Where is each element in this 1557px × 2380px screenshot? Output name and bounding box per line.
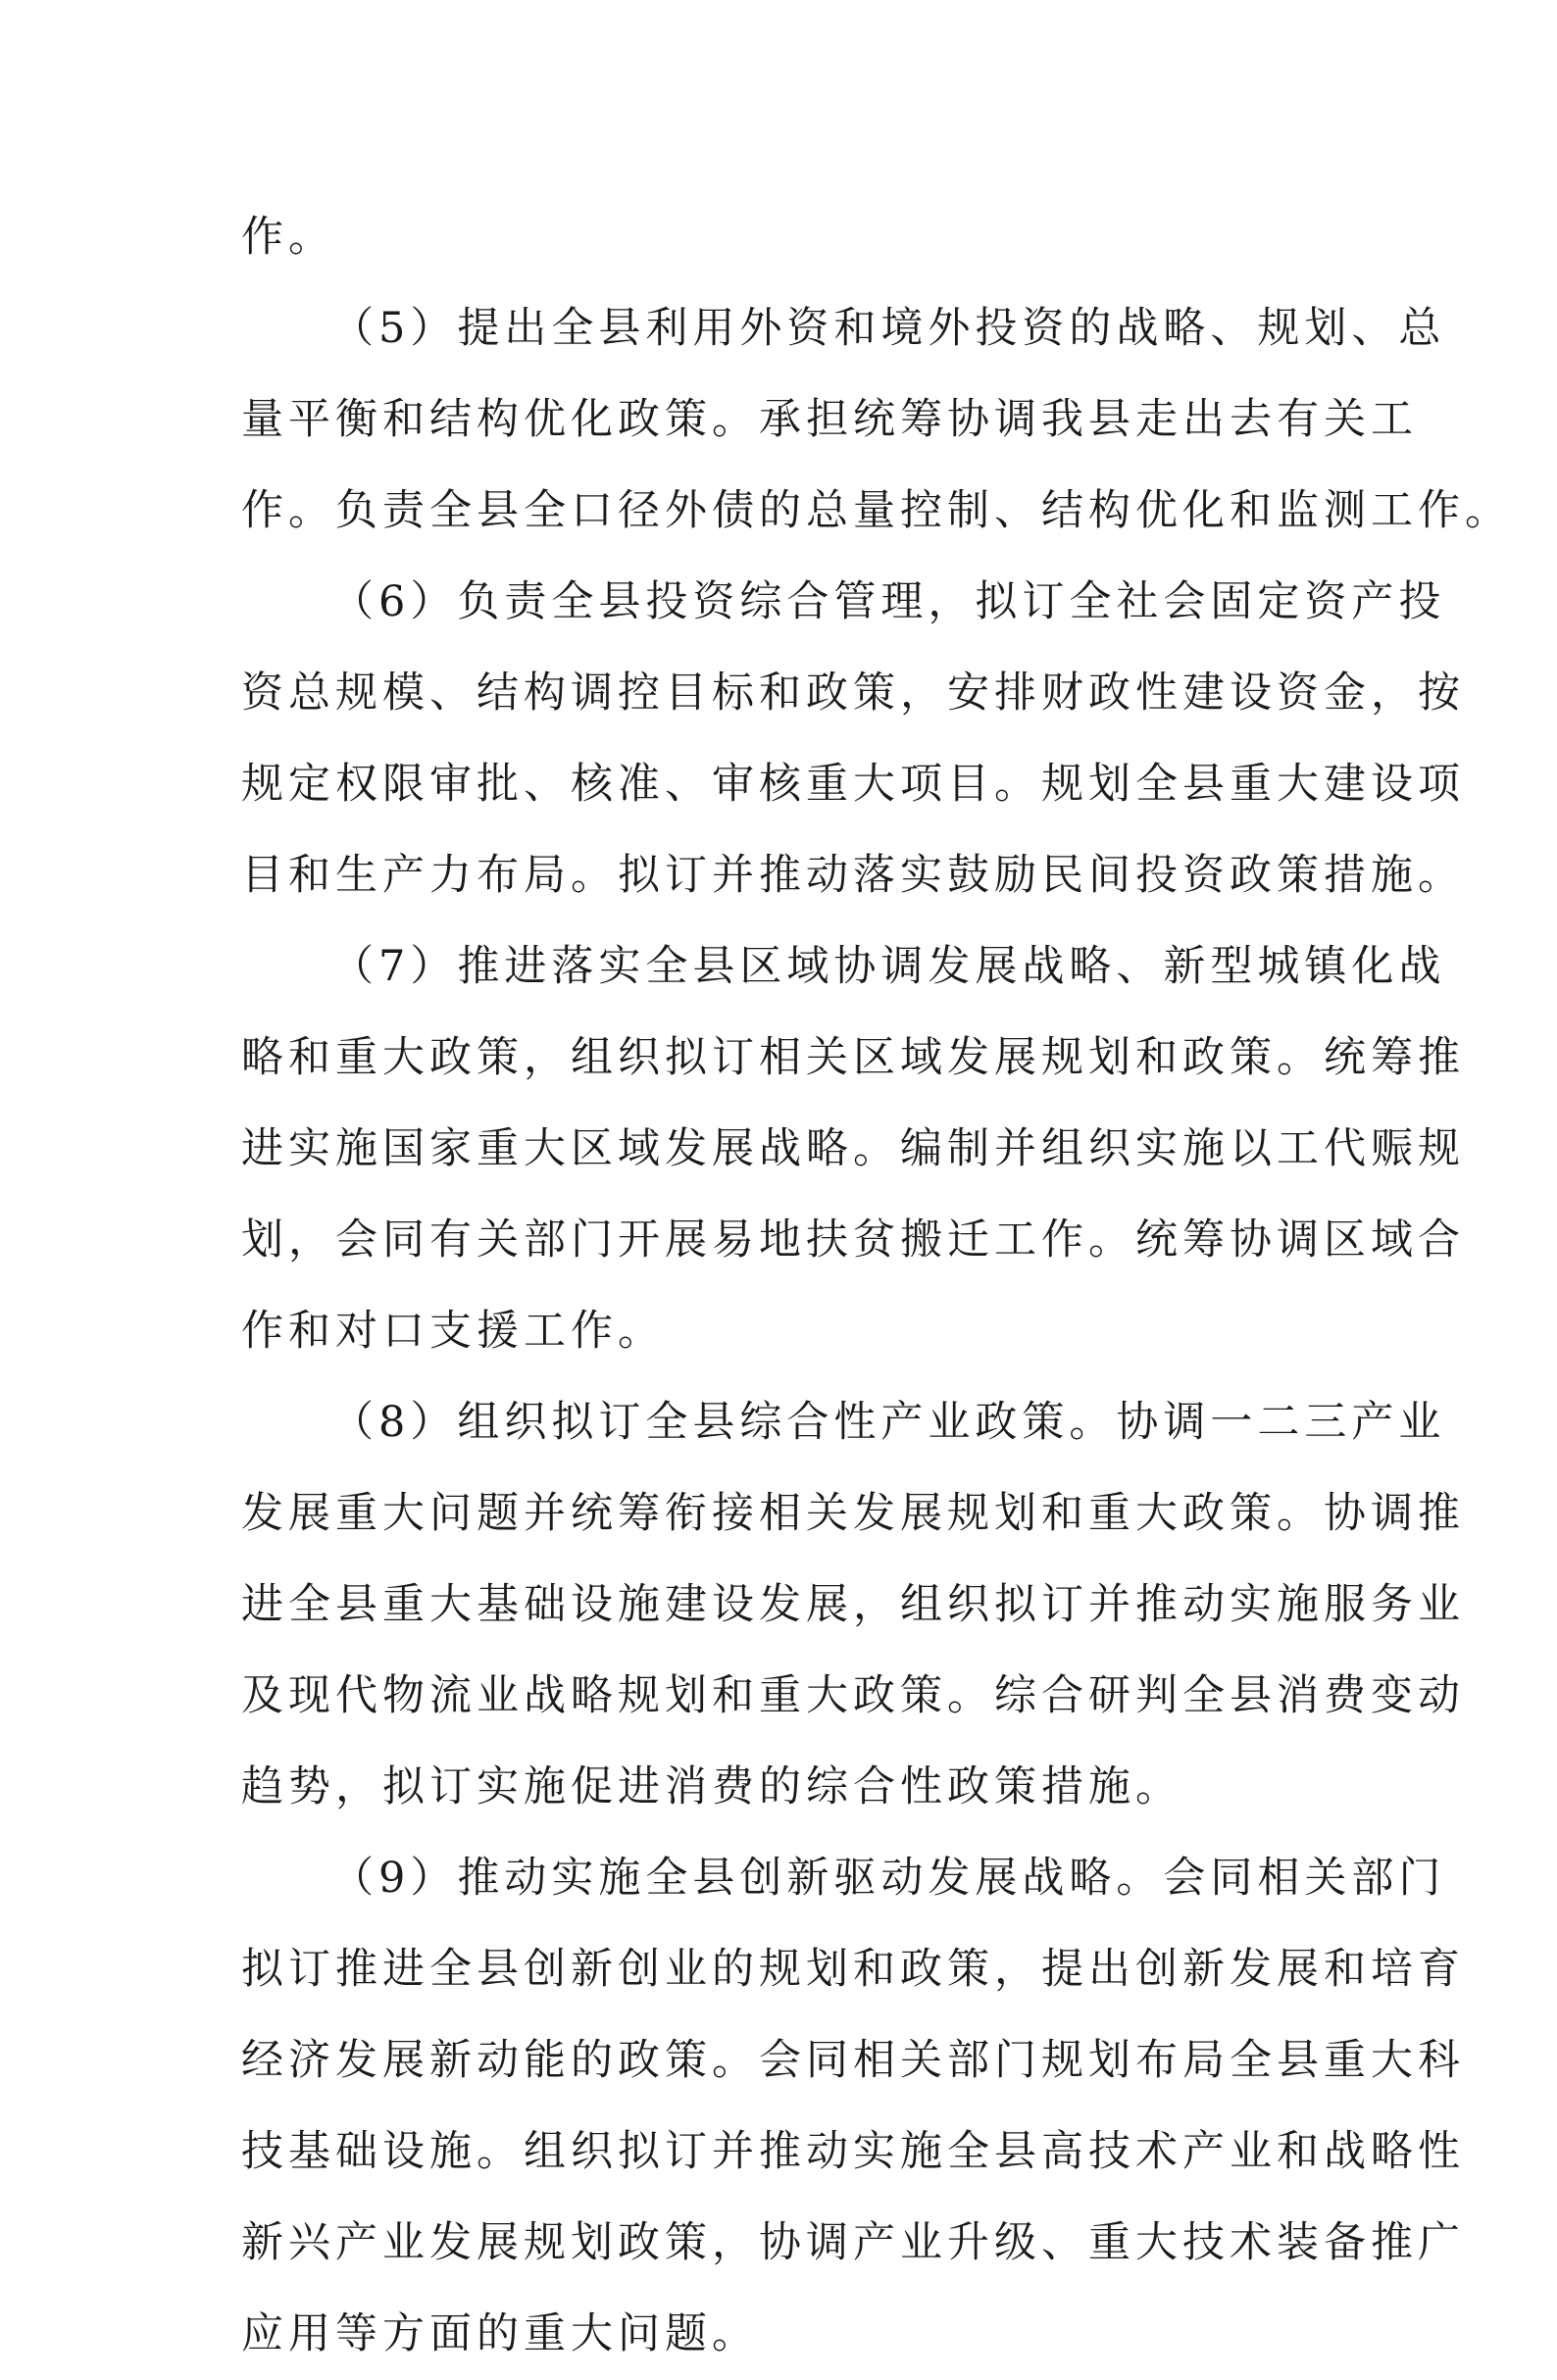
text-line: 发展重大问题并统筹衔接相关发展规划和重大政策。协调推 [241, 1489, 1465, 1538]
text-line: （7）推进落实全县区域协调发展战略、新型城镇化战 [331, 942, 1446, 991]
text-line: 进全县重大基础设施建设发展，组织拟订并推动实施服务业 [241, 1580, 1465, 1629]
text-line: 作。 [241, 213, 335, 262]
text-line: 新兴产业发展规划政策，协调产业升级、重大技术装备推广 [241, 2218, 1465, 2267]
text-line: 进实施国家重大区域发展战略。编制并组织实施以工代赈规 [241, 1124, 1465, 1173]
text-line: （5）提出全县利用外资和境外投资的战略、规划、总 [331, 304, 1446, 353]
text-line: （6）负责全县投资综合管理，拟订全社会固定资产投 [331, 577, 1446, 626]
document-body [241, 192, 1512, 2380]
text-line: 作。负责全县全口径外债的总量控制、结构优化和监测工作。 [241, 486, 1512, 535]
text-line: 技基础设施。组织拟订并推动实施全县高技术产业和战略性 [241, 2127, 1465, 2176]
text-line: （8）组织拟订全县综合性产业政策。协调一二三产业 [331, 1398, 1446, 1447]
text-line: 及现代物流业战略规划和重大政策。综合研判全县消费变动 [241, 1671, 1465, 1720]
text-line: （9）推动实施全县创新驱动发展战略。会同相关部门 [331, 1854, 1446, 1903]
text-line: 量平衡和结构优化政策。承担统筹协调我县走出去有关工 [241, 395, 1418, 444]
text-line: 资总规模、结构调控目标和政策，安排财政性建设资金，按 [241, 669, 1465, 718]
text-line: 略和重大政策，组织拟订相关区域发展规划和政策。统筹推 [241, 1033, 1465, 1082]
text-line: 趋势，拟订实施促进消费的综合性政策措施。 [241, 1762, 1182, 1811]
text-line: 作和对口支援工作。 [241, 1307, 665, 1356]
text-line: 应用等方面的重大问题。 [241, 2309, 759, 2358]
text-line: 划，会同有关部门开展易地扶贫搬迁工作。统筹协调区域合 [241, 1215, 1465, 1264]
text-line: 经济发展新动能的政策。会同相关部门规划布局全县重大科 [241, 2036, 1465, 2085]
text-line: 规定权限审批、核准、审核重大项目。规划全县重大建设项 [241, 760, 1465, 809]
text-line: 目和生产力布局。拟订并推动落实鼓励民间投资政策措施。 [241, 851, 1465, 900]
text-line: 拟订推进全县创新创业的规划和政策，提出创新发展和培育 [241, 1945, 1465, 1994]
